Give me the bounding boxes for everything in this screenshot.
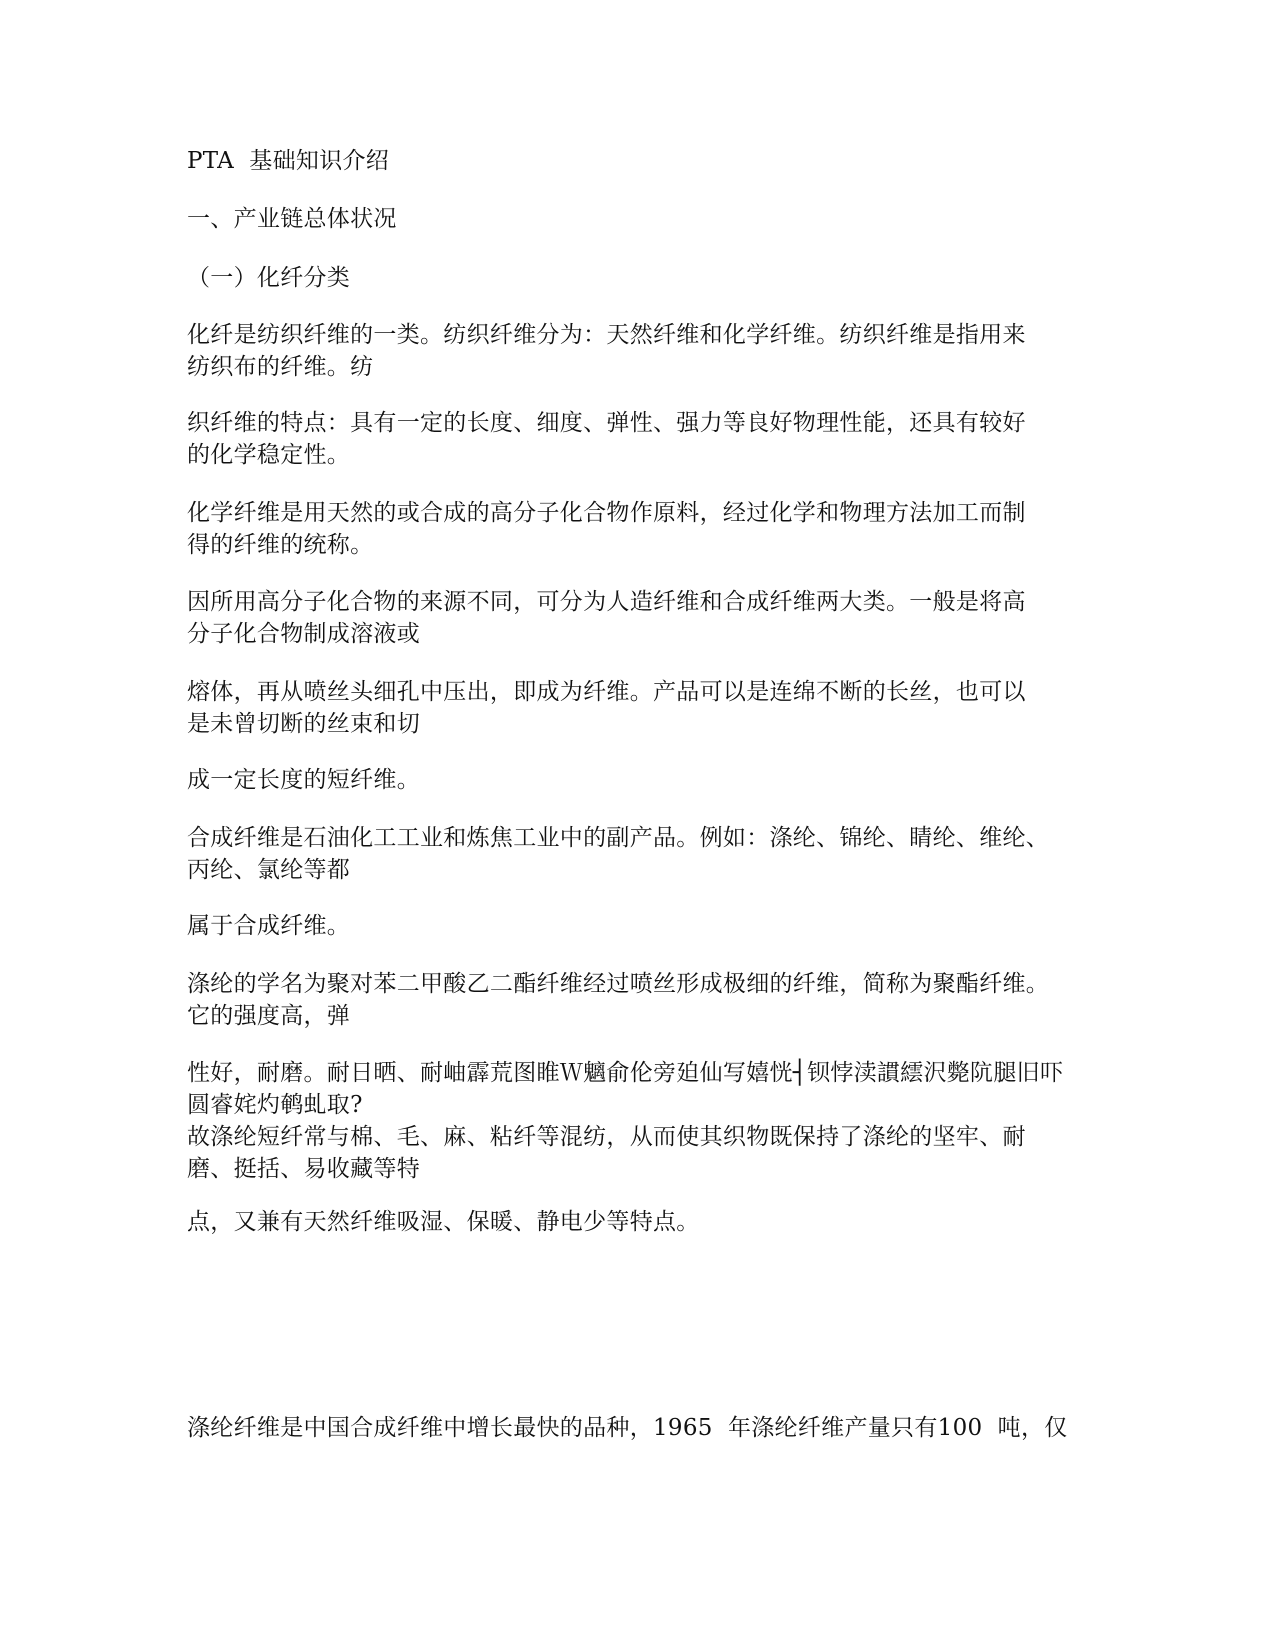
paragraph: 合成纤维是石油化工工业和炼焦工业中的副产品。例如：涤纶、锦纶、睛纶、维纶、 丙纶、氯纶等都 [187,825,1050,883]
paragraph: 熔体，再从喷丝头细孔中压出，即成为纤维。产品可以是连绵不断的长丝，也可以 是未曾切断的丝束和切 [187,679,1026,737]
paragraph: 因所用高分子化合物的来源不同，可分为人造纤维和合成纤维两大类。一般是将高 分子化合物制成溶液或 [187,589,1026,647]
paragraph: 涤纶纤维是中国合成纤维中增长最快的品种，1965 年涤纶纤维产量只有100 吨，仅 [187,1415,1068,1441]
paragraph: 涤纶的学名为聚对苯二甲酸乙二酯纤维经过喷丝形成极细的纤维，简称为聚酯纤维。 它的强度高，弹 [187,971,1050,1029]
paragraph: 化学纤维是用天然的或合成的高分子化合物作原料，经过化学和物理方法加工而制 得的纤维的统称。 [187,500,1026,558]
document-title: PTA 基础知识介绍 [187,148,390,174]
paragraph: 性好，耐磨。耐日晒、耐岫霹荒图睢Ｗ魑俞伦旁廹仙写嬉恍┤钡悖渎謴繧沢斃阬腿旧吓 圆睿姹灼鹌虬取? 故涤纶短纤常与棉、毛、麻、粘纤等混纺，从而使其织物既保持了涤纶的坚牢、耐 磨、挺括、易收藏等特 [187,1060,1064,1182]
paragraph: 化纤是纺织纤维的一类。纺织纤维分为：天然纤维和化学纤维。纺织纤维是指用来 纺织布的纤维。纺 [187,322,1026,380]
subsection-heading: （一）化纤分类 [187,265,351,291]
paragraph: 成一定长度的短纤维。 [187,767,420,793]
section-heading: 一、产业链总体状况 [187,206,397,232]
paragraph: 属于合成纤维。 [187,913,351,939]
paragraph: 织纤维的特点：具有一定的长度、细度、弹性、强力等良好物理性能，还具有较好 的化学稳定性。 [187,410,1026,468]
paragraph: 点，又兼有天然纤维吸湿、保暖、静电少等特点。 [187,1209,700,1235]
